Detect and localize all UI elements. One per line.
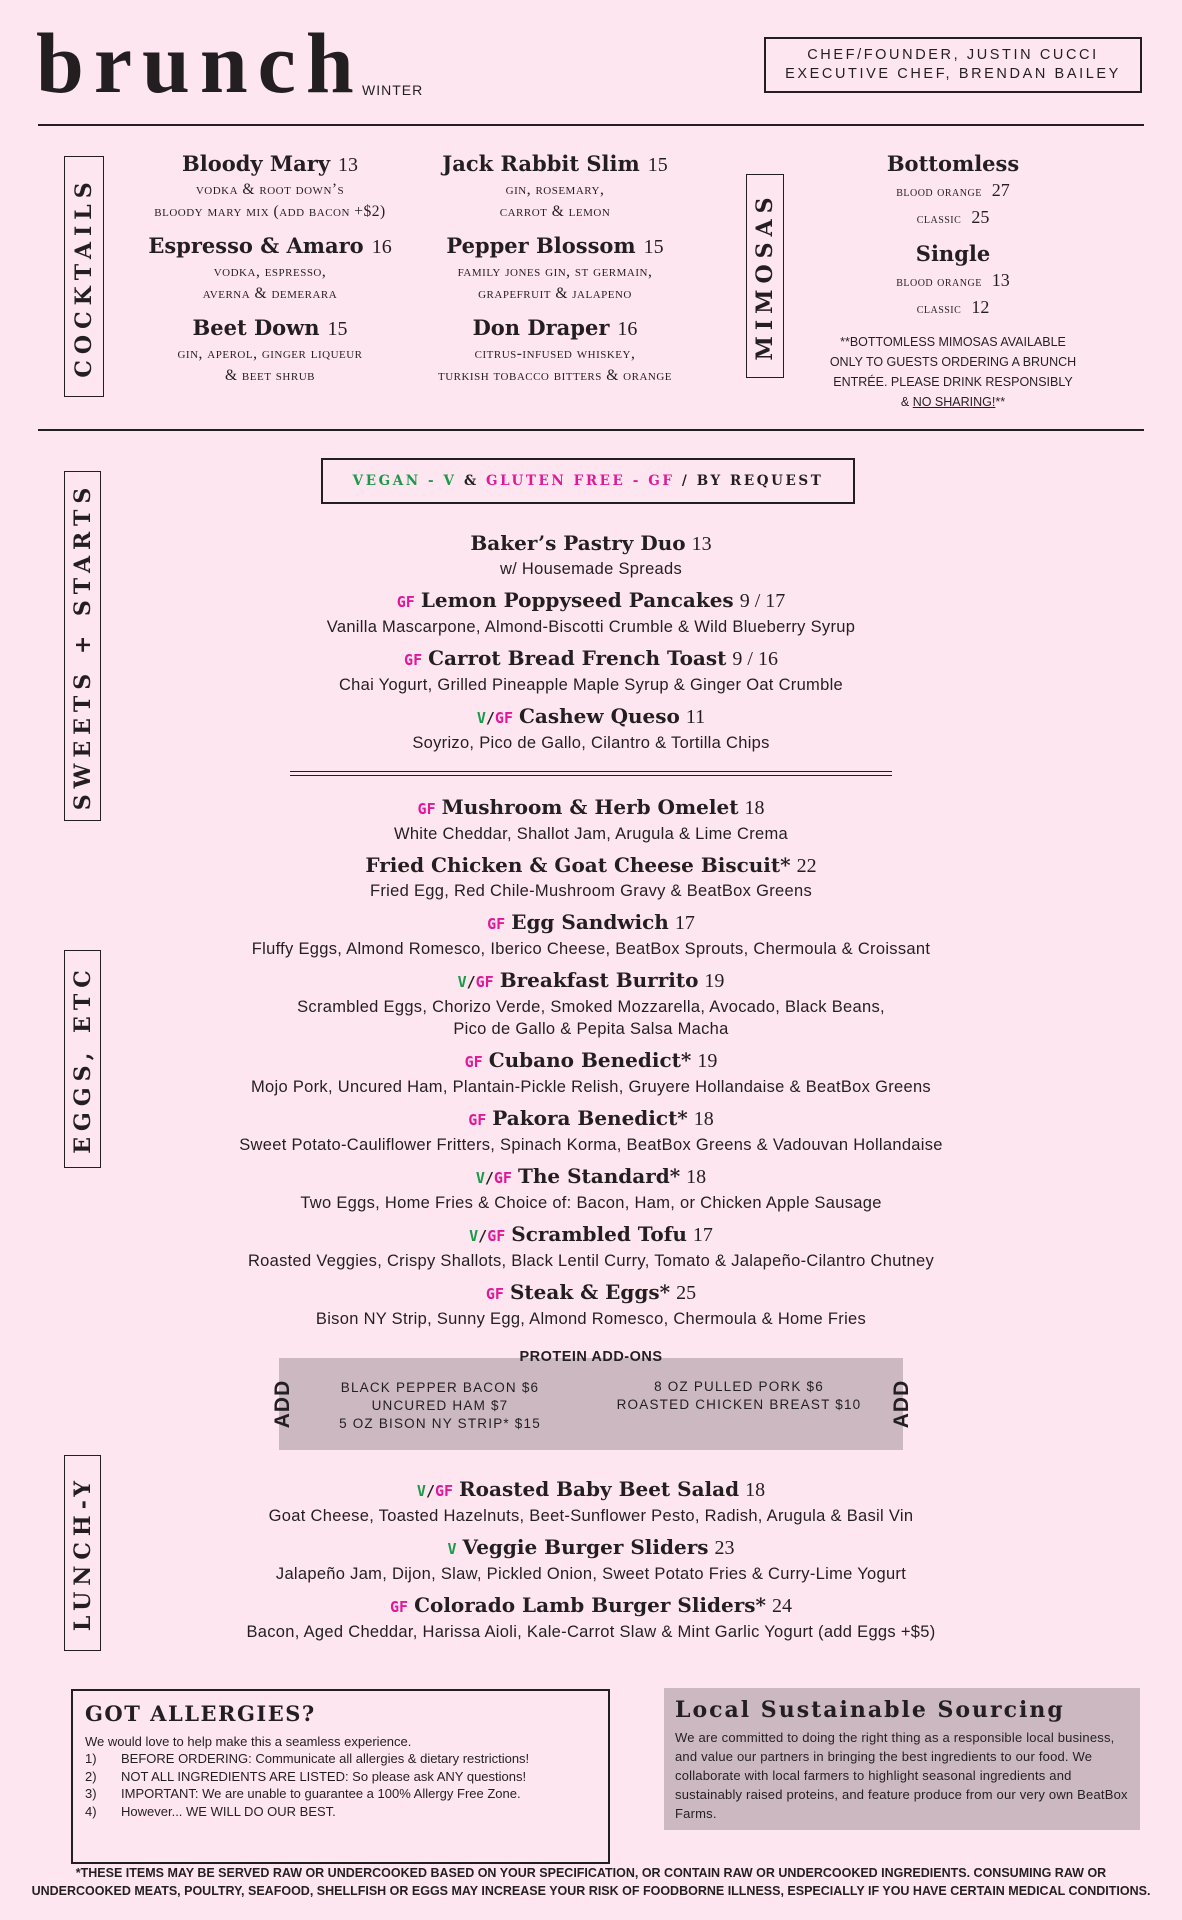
menu-item: V/GF Cashew Queso 11 Soyrizo, Pico de Gallo, Cilantro & Tortilla Chips: [412, 704, 770, 752]
season-label: WINTER: [362, 82, 424, 98]
gf-badge: GF: [493, 1169, 512, 1187]
gf-badge: GF: [485, 1285, 504, 1303]
vegan-badge: V: [447, 1540, 457, 1558]
lunch-list: [150, 1475, 1032, 1649]
addons-right-list: 8 OZ PULLED PORK $6 ROASTED CHICKEN BREAST $10: [616, 1379, 862, 1412]
section-label-lunch: LUNCH-Y: [64, 1455, 101, 1651]
section-label-cocktails: COCKTAILS: [64, 156, 104, 397]
add-label-left: ADD: [271, 1379, 294, 1429]
gf-badge: GF: [475, 973, 494, 991]
allergies-list: [85, 1750, 596, 1820]
cocktails-divider: [38, 429, 1144, 431]
header-divider: [38, 124, 1144, 126]
list-item: 2) NOT ALL INGREDIENTS ARE LISTED: So please ask ANY questions!: [85, 1768, 527, 1784]
vegan-badge: V: [475, 1169, 485, 1187]
section-label-mimosas: MIMOSAS: [746, 174, 784, 378]
add-label-right: ADD: [890, 1379, 913, 1429]
gf-badge: GF: [417, 800, 436, 818]
vegan-badge: V: [416, 1482, 426, 1500]
cocktail-item: Pepper Blossom 15 family jones gin, st germain, grapefruit & jalapeno: [446, 233, 664, 302]
sourcing-title: Local Sustainable Sourcing: [675, 1697, 1065, 1723]
section-label-sweets: SWEETS + STARTS: [64, 471, 101, 821]
menu-item: GF Steak & Eggs* 25 Bison NY Strip, Sunny Egg, Almond Romesco, Chermoula & Home Fries: [315, 1280, 867, 1328]
gf-badge: GF: [487, 915, 506, 933]
menu-item: Baker’s Pastry Duo 13 w/ Housemade Spreads: [470, 531, 712, 578]
sourcing-text: We are committed to doing the right thing as a responsible local business, and value our partners in bringing the best ingredients to our food. We collaborate with local farmers to highlight seasonal ingredients and sustainably raised proteins, and feature produce from our very own BeatBox Farms.: [675, 1730, 1128, 1821]
cocktails-column-2: [410, 150, 700, 387]
list-item: 3) IMPORTANT: We are unable to guarantee a 100% Allergy Free Zone.: [85, 1786, 521, 1801]
menu-item: GF Colorado Lamb Burger Sliders* 24 Bacon, Aged Cheddar, Harissa Aioli, Kale-Carrot Slaw & Mint Garlic Yogurt (add Eggs +$5): [246, 1593, 936, 1641]
page-title: brunch: [36, 15, 364, 111]
mimosas-panel: Bottomless blood orange 27 classic 25 Single blood orange 13 classic 12 **BOTTOMLESS MIMOSAS AVAILABLE ONLY TO GUESTS ORDERING A BRUNCH ENTRÉE. PLEASE DRINK RESPONSIBLY & NO SHARING!**: [808, 150, 1098, 412]
vegan-badge: V: [476, 709, 486, 727]
chef-credits: [764, 37, 1142, 93]
gf-badge: GF: [390, 1598, 409, 1616]
eggs-list: [150, 793, 1032, 1336]
menu-item: GF Egg Sandwich 17 Fluffy Eggs, Almond Romesco, Iberico Cheese, BeatBox Sprouts, Chermoula & Croissant: [251, 910, 931, 958]
menu-item: V/GF Scrambled Tofu 17 Roasted Veggies, Crispy Shallots, Black Lentil Curry, Tomato & Jalapeño-Cilantro Chutney: [247, 1222, 935, 1270]
gf-badge: GF: [404, 651, 423, 669]
list-item: 1) BEFORE ORDERING: Communicate all allergies & dietary restrictions!: [85, 1751, 530, 1766]
sweets-list: [150, 529, 1032, 760]
vegan-badge: V: [469, 1227, 479, 1245]
mimosa-note: **BOTTOMLESS MIMOSAS AVAILABLE ONLY TO GUESTS ORDERING A BRUNCH ENTRÉE. PLEASE DRINK RESPONSIBLY & NO SHARING!**: [829, 335, 1077, 409]
menu-item: V/GF The Standard* 18 Two Eggs, Home Fries & Choice of: Bacon, Ham, or Chicken Apple Sausage: [300, 1164, 882, 1212]
allergies-box: GOT ALLERGIES? We would love to help make this a seamless experience. 1) BEFORE ORDERING: Communicate all allergies & dietary restrictions! 2) NOT ALL INGREDIENTS ARE LISTED: So please ask ANY questions! 3) IMPORTANT: We are unable to guarantee a 100% Allergy Free Zone. 4) However... WE WILL DO OUR BEST.: [71, 1689, 610, 1864]
cocktail-item: Jack Rabbit Slim 15 gin, rosemary, carrot & lemon: [442, 151, 668, 220]
cocktails-column-1: [130, 150, 410, 387]
cocktail-item: Don Draper 16 citrus-infused whiskey, turkish tobacco bitters & orange: [437, 315, 673, 384]
chef-founder: CHEF/FOUNDER, JUSTIN CUCCI: [807, 47, 1099, 63]
menu-item: V/GF Roasted Baby Beet Salad 18 Goat Cheese, Toasted Hazelnuts, Beet-Sunflower Pesto, Radish, Arugula & Basil Vin: [268, 1477, 914, 1525]
menu-item: GF Cubano Benedict* 19 Mojo Pork, Uncured Ham, Plantain-Pickle Relish, Gruyere Hollandaise & BeatBox Greens: [251, 1048, 931, 1096]
menu-item: V Veggie Burger Sliders 23 Jalapeño Jam, Dijon, Slaw, Pickled Onion, Sweet Potato Fries & Curry-Lime Yogurt: [275, 1535, 907, 1583]
allergies-title: GOT ALLERGIES?: [85, 1701, 316, 1726]
cocktail-item: Espresso & Amaro 16 vodka, espresso, averna & demerara: [148, 233, 392, 302]
gf-badge: GF: [396, 593, 415, 611]
menu-item: Fried Chicken & Goat Cheese Biscuit* 22 Fried Egg, Red Chile-Mushroom Gravy & BeatBox Greens: [365, 853, 817, 900]
protein-addons-title: PROTEIN ADD-ONS: [519, 1349, 663, 1365]
gf-badge: GF: [494, 709, 513, 727]
sourcing-box: [664, 1688, 1140, 1830]
gf-badge: GF: [468, 1111, 487, 1129]
gf-badge: GF: [487, 1227, 506, 1245]
cocktail-item: Bloody Mary 13 vodka & root down’s bloody mary mix (add bacon +$2): [154, 151, 386, 220]
addons-left-list: BLACK PEPPER BACON $6 UNCURED HAM $7 5 OZ BISON NY STRIP* $15: [339, 1380, 541, 1431]
menu-item: GF Mushroom & Herb Omelet 18 White Cheddar, Shallot Jam, Arugula & Lime Crema: [393, 795, 789, 843]
double-divider: [290, 771, 892, 776]
menu-item: GF Lemon Poppyseed Pancakes 9 / 17 Vanilla Mascarpone, Almond-Biscotti Crumble & Wild Blueberry Syrup: [326, 588, 856, 636]
menu-item: V/GF Breakfast Burrito 19 Scrambled Eggs, Chorizo Verde, Smoked Mozzarella, Avocado, Black Beans, Pico de Gallo & Pepita Salsa Macha: [297, 968, 885, 1038]
vegan-badge: V: [457, 973, 467, 991]
list-item: 4) However... WE WILL DO OUR BEST.: [85, 1803, 336, 1819]
menu-item: GF Carrot Bread French Toast 9 / 16 Chai Yogurt, Grilled Pineapple Maple Syrup & Ginger Oat Crumble: [338, 646, 844, 694]
gf-badge: GF: [464, 1053, 483, 1071]
raw-food-disclaimer: *THESE ITEMS MAY BE SERVED RAW OR UNDERCOOKED BASED ON YOUR SPECIFICATION, OR CONTAIN RAW OR UNDERCOOKED INGREDIENTS. CONSUMING RAW OR UNDERCOOKED MEATS, POULTRY, SEAFOOD, SHELLFISH OR EGGS MAY INCREASE YOUR RISK OF FOODBORNE ILLNESS, ESPECIALLY IF YOU HAVE CERTAIN MEDICAL CONDITIONS.: [31, 1866, 1151, 1898]
executive-chef: EXECUTIVE CHEF, BRENDAN BAILEY: [785, 66, 1121, 82]
menu-item: GF Pakora Benedict* 18 Sweet Potato-Cauliflower Fritters, Spinach Korma, BeatBox Greens & Vadouvan Hollandaise: [239, 1106, 943, 1154]
dietary-legend: VEGAN - V & GLUTEN FREE - GF / BY REQUEST: [321, 458, 855, 504]
gf-badge: GF: [434, 1482, 454, 1500]
cocktail-item: Beet Down 15 gin, aperol, ginger liqueur & beet shrub: [177, 315, 363, 384]
section-label-eggs: EGGS, ETC: [64, 950, 101, 1168]
